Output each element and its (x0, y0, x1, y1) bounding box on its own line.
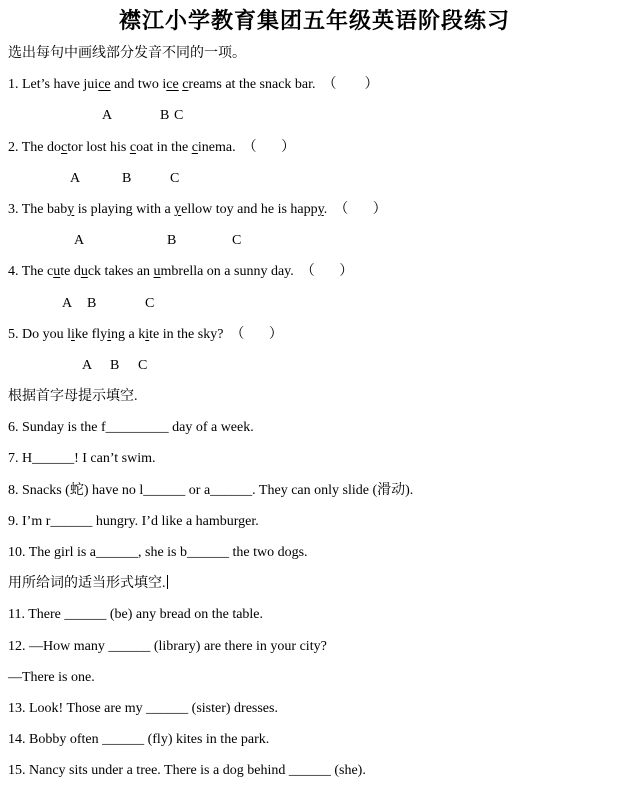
underlined-letter: i (107, 326, 112, 342)
question-2-options (8, 163, 621, 194)
text-segment: te d (60, 264, 81, 280)
option-b-label: B (110, 357, 120, 373)
option-c-label: C (232, 233, 242, 249)
text-segment: inema. （ ） (197, 139, 296, 155)
question-6-text: 6. Sunday is the f_________ day of a week. (8, 420, 254, 436)
option-b-label: B (167, 233, 177, 249)
question-11-text: 11. There ______ (be) any bread on the table. (8, 607, 264, 623)
option-b-label: B (87, 295, 97, 311)
underlined-letter: u (53, 264, 61, 280)
page-title: 襟江小学教育集团五年级英语阶段练习 (118, 8, 510, 33)
text-segment: 5. Do you l (8, 326, 71, 342)
option-c-label: C (138, 357, 148, 373)
question-15-text: 15. Nancy sits under a tree. There is a dog behind ______ (she). (8, 763, 366, 779)
underlined-letter: u (153, 264, 161, 280)
text-segment: . （ ） (323, 201, 387, 217)
underlined-letter: y (317, 201, 324, 217)
question-1-text (8, 69, 621, 100)
text-segment: 2. The do (8, 139, 62, 155)
question-12-answer-text: —There is one. (8, 669, 95, 685)
option-a-label: A (70, 170, 81, 186)
text-cursor (167, 575, 168, 589)
section-1-heading: 选出每句中画线部分发音不同的一项。 (8, 46, 246, 61)
question-3-text (8, 194, 621, 225)
question-2-text (8, 132, 621, 163)
underlined-letter: y (67, 201, 75, 217)
underlined-letter: i (145, 326, 150, 342)
text-segment: 4. The c (8, 264, 54, 280)
underlined-letter: c (129, 139, 137, 155)
text-segment: ke fly (74, 326, 108, 342)
underlined-letter: ce (98, 77, 111, 93)
text-segment: ellow toy and he is happ (181, 201, 318, 217)
question-5-text (8, 319, 621, 350)
text-segment: mbrella on a sunny day. （ ） (160, 264, 354, 280)
question-7-text: 7. H______! I can’t swim. (8, 451, 156, 467)
question-3-options (8, 225, 621, 256)
underlined-letter: c (191, 139, 198, 155)
question-13-text: 13. Look! Those are my ______ (sister) dresses. (8, 700, 278, 716)
underlined-letter: ce (166, 77, 179, 93)
question-10-text: 10. The girl is a______, she is b______ the two dogs. (8, 545, 308, 560)
option-a-label: A (62, 295, 73, 311)
underlined-letter: u (80, 264, 88, 280)
text-segment: ng a k (111, 326, 146, 342)
text-segment: reams at the snack bar. （ ） (188, 77, 379, 93)
option-a-label: A (82, 357, 93, 373)
underlined-letter: c (182, 77, 189, 93)
question-5-options (8, 350, 621, 381)
option-c-label: C (174, 108, 184, 124)
question-4-text (8, 256, 621, 287)
text-segment: and two i (110, 77, 167, 93)
text-segment: tor lost his (67, 139, 130, 155)
section-2-heading: 根据首字母提示填空. (8, 389, 138, 405)
text-segment: 3. The bab (8, 201, 68, 217)
question-9-text: 9. I’m r______ hungry. I’d like a hamburger. (8, 513, 259, 529)
question-4-options (8, 288, 621, 319)
question-14-text: 14. Bobby often ______ (fly) kites in the park. (8, 732, 270, 748)
option-a-label: A (102, 108, 113, 124)
text-segment: ck takes an (87, 264, 154, 280)
section-3-heading-text: 用所给词的适当形式填空. (8, 576, 166, 592)
question-12-text: 12. —How many ______ (library) are there in your city? (8, 638, 327, 654)
question-1-options (8, 100, 621, 131)
option-b-label: B (122, 170, 132, 186)
text-segment: is playing with a (74, 201, 175, 217)
question-8-text: 8. Snacks (蛇) have no l______ or a______. They can only slide (滑动). (8, 482, 414, 498)
underlined-letter: c (61, 139, 68, 155)
underlined-letter: i (71, 326, 75, 342)
option-c-label: C (170, 170, 180, 186)
text-segment: 1. Let’s have jui (8, 77, 99, 93)
option-c-label: C (145, 295, 155, 311)
text-segment: oat in the (136, 139, 192, 155)
option-b-label: B (160, 108, 170, 124)
underlined-letter: y (174, 201, 182, 217)
option-a-label: A (74, 233, 85, 249)
section-3-heading (8, 568, 621, 599)
text-segment: te in the sky? （ ） (149, 326, 283, 342)
